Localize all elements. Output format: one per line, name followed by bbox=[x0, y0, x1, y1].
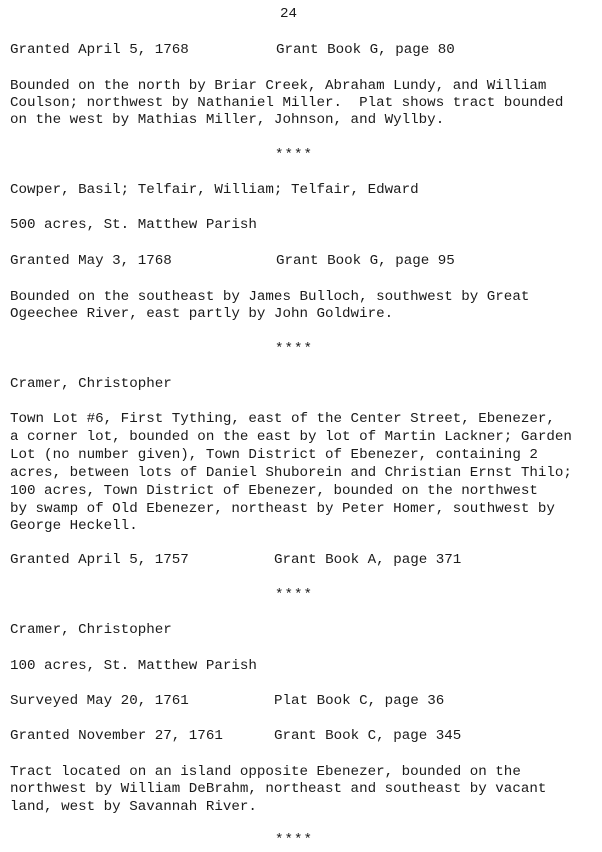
description-line: northwest by William DeBrahm, northeast and southeast by vacant bbox=[10, 781, 547, 797]
section-separator: **** bbox=[275, 147, 314, 163]
granted-date: Granted November 27, 1761 bbox=[10, 728, 223, 744]
description-line: Bounded on the southeast by James Bulloch, southwest by Great bbox=[10, 289, 530, 305]
acreage: 100 acres, St. Matthew Parish bbox=[10, 658, 257, 674]
granted-date: Granted April 5, 1768 bbox=[10, 42, 189, 58]
description-line: Bounded on the north by Briar Creek, Abraham Lundy, and William bbox=[10, 78, 547, 94]
description-line: Tract located on an island opposite Ebenezer, bounded on the bbox=[10, 764, 521, 780]
description-line: George Heckell. bbox=[10, 518, 138, 534]
grantee-names: Cowper, Basil; Telfair, William; Telfair, Edward bbox=[10, 182, 419, 198]
description-line: acres, between lots of Daniel Shuborein and Christian Ernst Thilo; bbox=[10, 465, 572, 481]
grant-book-reference: Grant Book G, page 80 bbox=[276, 42, 455, 58]
section-separator: **** bbox=[275, 832, 314, 848]
description-line: Ogeechee River, east partly by John Goldwire. bbox=[10, 306, 394, 322]
description-line: on the west by Mathias Miller, Johnson, and Wyllby. bbox=[10, 112, 445, 128]
grant-book-reference: Grant Book G, page 95 bbox=[276, 253, 455, 269]
section-separator: **** bbox=[275, 587, 314, 603]
description-line: land, west by Savannah River. bbox=[10, 799, 257, 815]
description-line: by swamp of Old Ebenezer, northeast by Peter Homer, southwest by bbox=[10, 501, 555, 517]
grant-book-reference: Grant Book A, page 371 bbox=[274, 552, 462, 568]
grantee-names: Cramer, Christopher bbox=[10, 622, 172, 638]
page-number: 24 bbox=[280, 6, 298, 22]
section-separator: **** bbox=[275, 341, 314, 357]
surveyed-date: Surveyed May 20, 1761 bbox=[10, 693, 189, 709]
granted-date: Granted May 3, 1768 bbox=[10, 253, 172, 269]
acreage: 500 acres, St. Matthew Parish bbox=[10, 217, 257, 233]
plat-book-reference: Plat Book C, page 36 bbox=[274, 693, 445, 709]
description-line: a corner lot, bounded on the east by lot of Martin Lackner; Garden bbox=[10, 429, 572, 445]
granted-date: Granted April 5, 1757 bbox=[10, 552, 189, 568]
grantee-names: Cramer, Christopher bbox=[10, 376, 172, 392]
grant-book-reference: Grant Book C, page 345 bbox=[274, 728, 462, 744]
description-line: Town Lot #6, First Tything, east of the Center Street, Ebenezer, bbox=[10, 411, 555, 427]
description-line: 100 acres, Town District of Ebenezer, bounded on the northwest bbox=[10, 483, 538, 499]
description-line: Lot (no number given), Town District of Ebenezer, containing 2 bbox=[10, 447, 538, 463]
description-line: Coulson; northwest by Nathaniel Miller. Plat shows tract bounded bbox=[10, 95, 564, 111]
